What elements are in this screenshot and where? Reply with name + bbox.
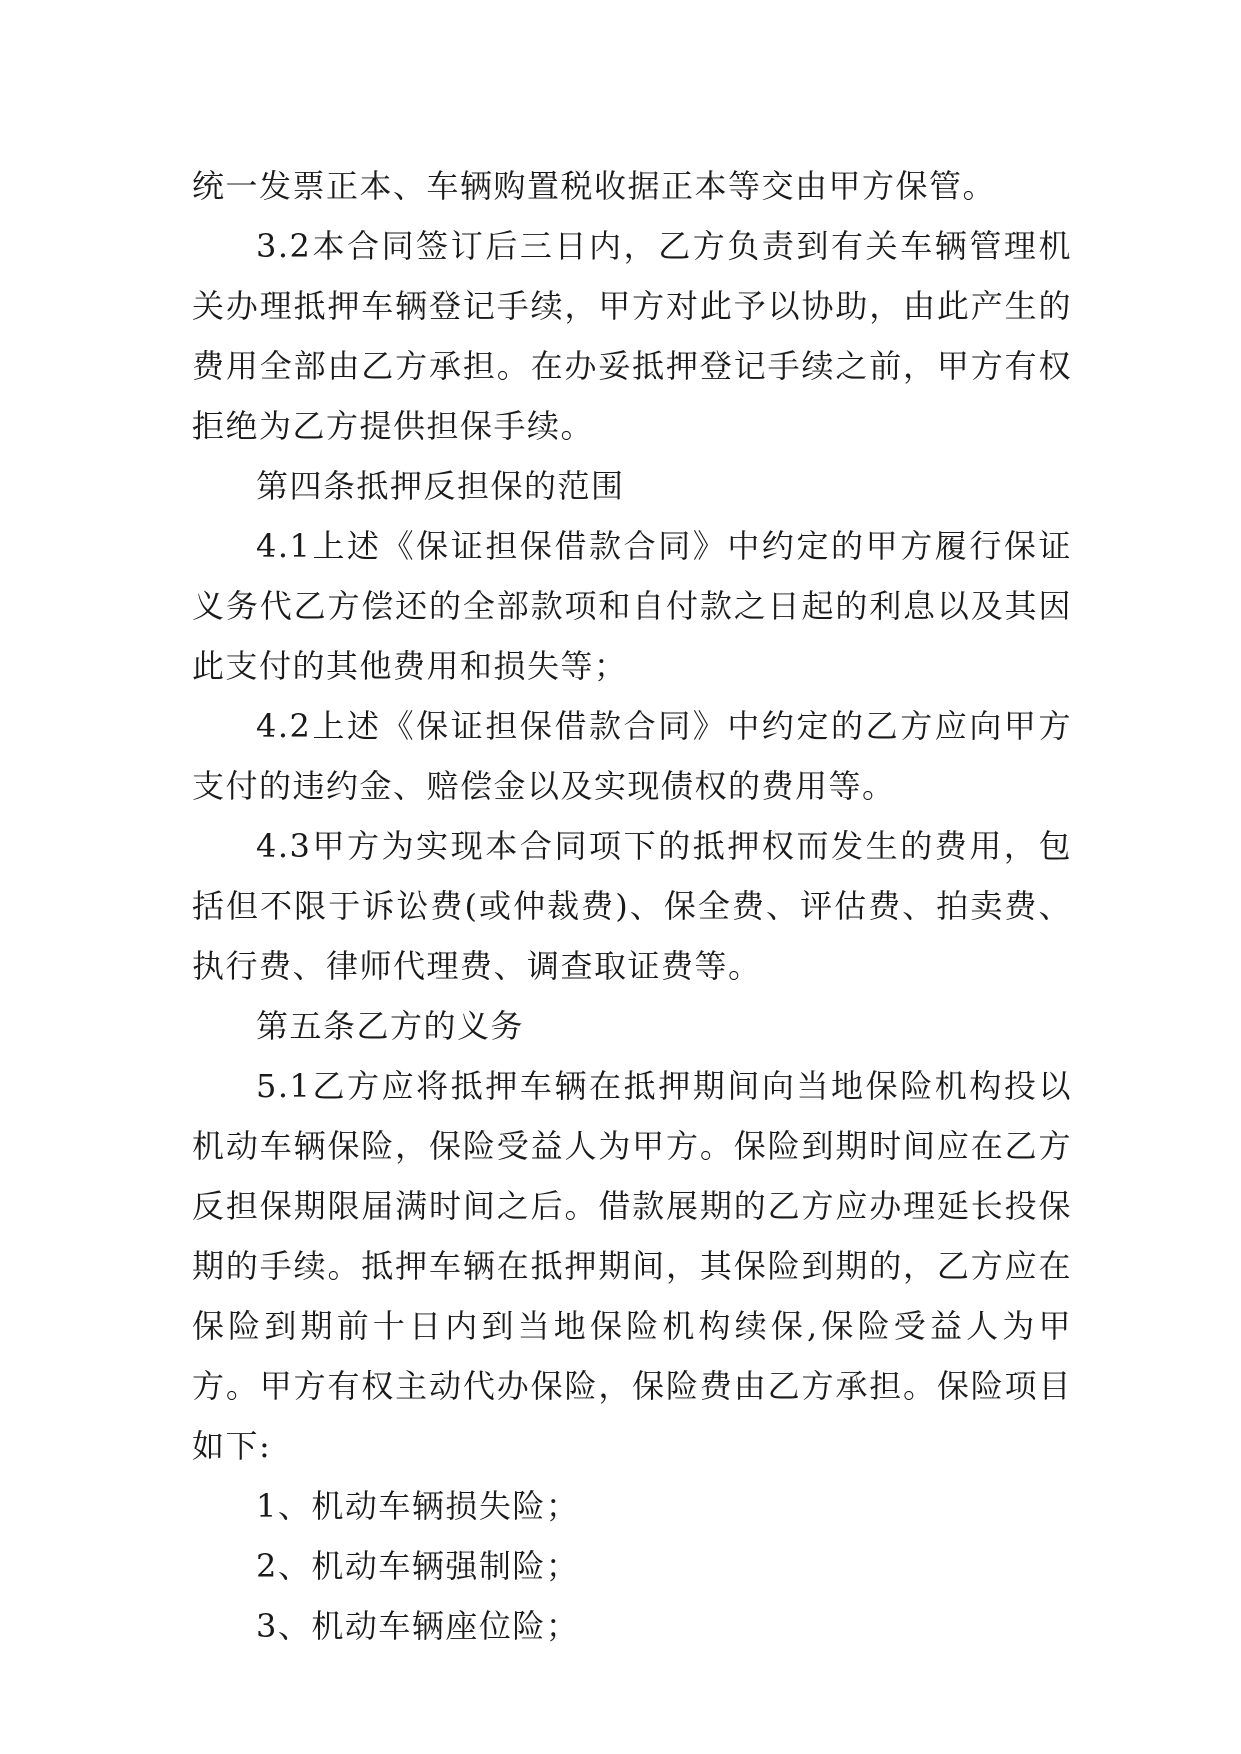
heading-article-5: 第五条乙方的义务	[256, 1007, 525, 1045]
list-item-insurance-3: 3、机动车辆座位险；	[256, 1607, 580, 1645]
paragraph-clause-5-1: 5.1乙方应将抵押车辆在抵押期间向当地保险机构投以机动车辆保险，保险受益人为甲方。保险到期时间应在乙方反担保期限届满时间之后。借款展期的乙方应办理延长投保期的手续。抵押车辆在抵押期间，其保险到期的，乙方应在保险到期前十日内到当地保险机构续保,保险受益人为甲方。甲方有权主动代办保险，保险费由乙方承担。保险项目如下:	[192, 1067, 1072, 1465]
list-item-insurance-2: 2、机动车辆强制险；	[256, 1547, 580, 1585]
paragraph-clause-4-3: 4.3甲方为实现本合同项下的抵押权而发生的费用，包括但不限于诉讼费(或仲裁费)、保全费、评估费、拍卖费、执行费、律师代理费、调查取证费等。	[192, 827, 1072, 985]
document-body	[192, 156, 1072, 1656]
paragraph-clause-4-1: 4.1上述《保证担保借款合同》中约定的甲方履行保证义务代乙方偿还的全部款项和自付款之日起的利息以及其因此支付的其他费用和损失等；	[192, 527, 1072, 685]
list-item-insurance-1: 1、机动车辆损失险；	[256, 1487, 580, 1525]
paragraph-clause-4-2: 4.2上述《保证担保借款合同》中约定的乙方应向甲方支付的违约金、赔偿金以及实现债权的费用等。	[192, 707, 1072, 805]
heading-article-4: 第四条抵押反担保的范围	[256, 467, 625, 505]
paragraph-clause-3-2: 3.2本合同签订后三日内，乙方负责到有关车辆管理机关办理抵押车辆登记手续，甲方对此予以协助，由此产生的费用全部由乙方承担。在办妥抵押登记手续之前，甲方有权拒绝为乙方提供担保手续。	[192, 227, 1072, 445]
paragraph-continuation: 统一发票正本、车辆购置税收据正本等交由甲方保管。	[192, 167, 997, 205]
